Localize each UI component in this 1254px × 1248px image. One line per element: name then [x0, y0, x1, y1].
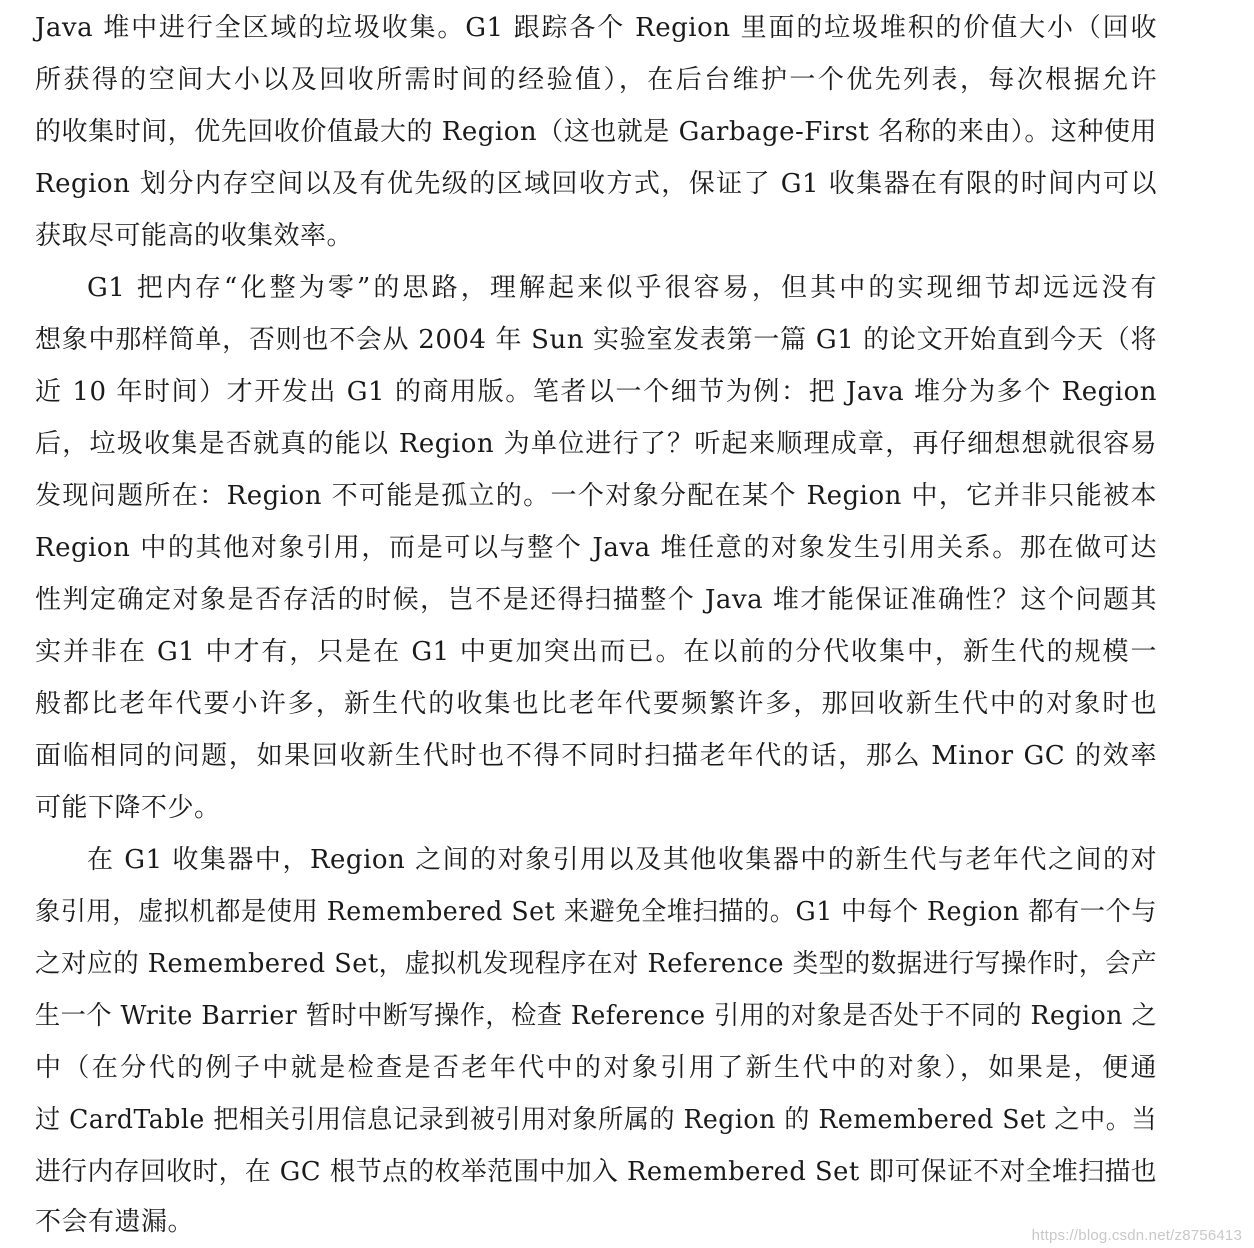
- text-line: 之对应的 Remembered Set，虚拟机发现程序在对 Reference 类型的数据进行写操作时，会产: [35, 949, 1158, 979]
- text-line: 中（在分代的例子中就是检查是否老年代中的对象引用了新生代中的对象），如果是，便通: [35, 1053, 1157, 1083]
- text-line: 发现问题所在：Region 不可能是孤立的。一个对象分配在某个 Region 中，它并非只能被本: [35, 481, 1157, 511]
- text-line: 后，垃圾收集是否就真的能以 Region 为单位进行了？听起来顺理成章，再仔细想想就很容易: [35, 429, 1157, 459]
- text-line: Region 划分内存空间以及有优先级的区域回收方式，保证了 G1 收集器在有限的时间内可以: [35, 169, 1157, 199]
- text-line: 进行内存回收时，在 GC 根节点的枚举范围中加入 Remembered Set 即可保证不对全堆扫描也: [35, 1157, 1157, 1187]
- text-line: 过 CardTable 把相关引用信息记录到被引用对象所属的 Region 的 Remembered Set 之中。当: [35, 1105, 1158, 1135]
- text-line: 所获得的空间大小以及回收所需时间的经验值），在后台维护一个优先列表，每次根据允许: [35, 65, 1157, 95]
- text-line: Java 堆中进行全区域的垃圾收集。G1 跟踪各个 Region 里面的垃圾堆积的价值大小（回收: [35, 13, 1157, 43]
- text-line: 想象中那样简单，否则也不会从 2004 年 Sun 实验室发表第一篇 G1 的论文开始直到今天（将: [35, 325, 1157, 355]
- text-line: 象引用，虚拟机都是使用 Remembered Set 来避免全堆扫描的。G1 中每个 Region 都有一个与: [35, 897, 1157, 927]
- text-line: 生一个 Write Barrier 暂时中断写操作，检查 Reference 引用的对象是否处于不同的 Region 之: [35, 1001, 1158, 1031]
- text-line: 获取尽可能高的收集效率。: [35, 221, 354, 251]
- paragraph-first-line: G1 把内存“化整为零”的思路，理解起来似乎很容易，但其中的实现细节却远远没有: [87, 273, 1157, 303]
- watermark-url: https://blog.csdn.net/z8756413: [1031, 1227, 1242, 1244]
- text-line: 实并非在 G1 中才有，只是在 G1 中更加突出而已。在以前的分代收集中，新生代的规模一: [35, 637, 1157, 667]
- text-line: 面临相同的问题，如果回收新生代时也不得不同时扫描老年代的话，那么 Minor GC 的效率: [35, 741, 1157, 771]
- text-line: 般都比老年代要小许多，新生代的收集也比老年代要频繁许多，那回收新生代中的对象时也: [35, 689, 1157, 719]
- text-line: 不会有遗漏。: [35, 1207, 195, 1237]
- text-line: Region 中的其他对象引用，而是可以与整个 Java 堆任意的对象发生引用关系。那在做可达: [35, 533, 1157, 563]
- text-line: 可能下降不少。: [35, 793, 221, 823]
- text-line: 近 10 年时间）才开发出 G1 的商用版。笔者以一个细节为例：把 Java 堆分为多个 Region: [35, 377, 1157, 407]
- text-line: 性判定确定对象是否存活的时候，岂不是还得扫描整个 Java 堆才能保证准确性？这个问题其: [35, 585, 1157, 615]
- paragraph-first-line: 在 G1 收集器中，Region 之间的对象引用以及其他收集器中的新生代与老年代之间的对: [87, 845, 1157, 875]
- text-line: 的收集时间，优先回收价值最大的 Region（这也就是 Garbage-First 名称的来由）。这种使用: [35, 117, 1157, 147]
